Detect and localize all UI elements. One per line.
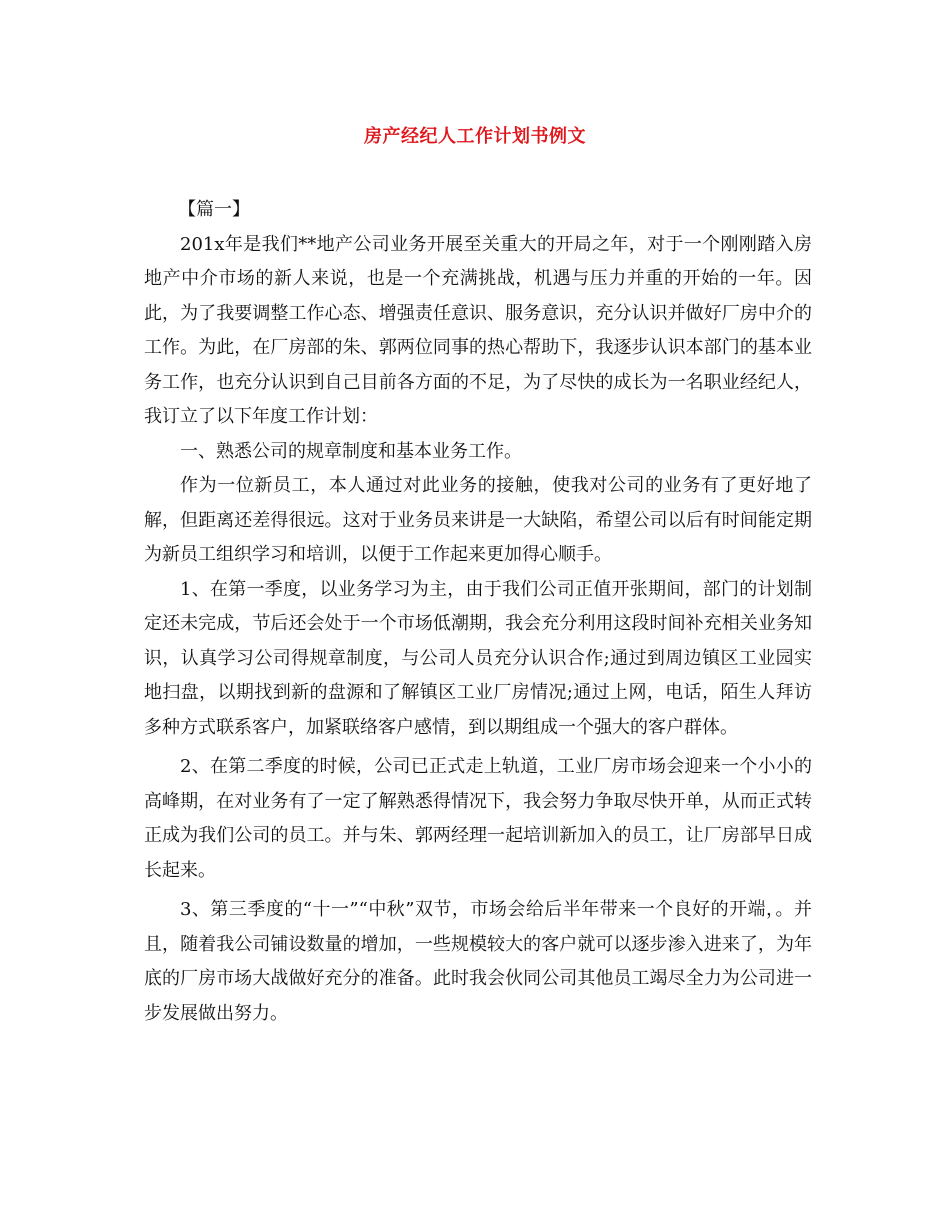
paragraph-third-quarter: 3、第三季度的“十一”“中秋”双节，市场会给后半年带来一个良好的开端，。并且，随着我公司铺设数量的增加，一些规模较大的客户就可以逐步渗入进来了，为年底的厂房市场大战做好充分的准备。此时我会伙同公司其他员工竭尽全力为公司进一步发展做出努力。 <box>144 899 812 1024</box>
document-body <box>144 193 812 1031</box>
paragraph-first-quarter: 1、在第一季度，以业务学习为主，由于我们公司正值开张期间，部门的计划制定还未完成，节后还会处于一个市场低潮期，我会充分利用这段时间补充相关业务知识，认真学习公司得规章制度，与公司人员充分认识合作;通过到周边镇区工业园实地扫盘，以期找到新的盘源和了解镇区工业厂房情况;通过上网，电话，陌生人拜访多种方式联系客户，加紧联络客户感情，到以期组成一个强大的客户群体。 <box>144 578 812 738</box>
document-title: 房产经纪人工作计划书例文 <box>364 126 586 147</box>
paragraph-second-quarter: 2、在第二季度的时候，公司已正式走上轨道，工业厂房市场会迎来一个小小的高峰期，在对业务有了一定了解熟悉得情况下，我会努力争取尽快开单，从而正式转正成为我们公司的员工。并与朱、郭两经理一起培训新加入的员工，让厂房部早日成长起来。 <box>144 756 812 881</box>
paragraph-new-employee: 作为一位新员工，本人通过对此业务的接触，使我对公司的业务有了更好地了解，但距离还差得很远。这对于业务员来讲是一大缺陷，希望公司以后有时间能定期为新员工组织学习和培训，以便于工作起来更加得心顺手。 <box>144 475 812 565</box>
section-label: 【篇一】 <box>178 199 250 220</box>
paragraph-intro: 201x年是我们**地产公司业务开展至关重大的开局之年，对于一个刚刚踏入房地产中介市场的新人来说，也是一个充满挑战，机遇与压力并重的开始的一年。因此，为了我要调整工作心态、增强责任意识、服务意识，充分认识并做好厂房中介的工作。为此，在厂房部的朱、郭两位同事的热心帮助下，我逐步认识本部门的基本业务工作，也充分认识到自己目前各方面的不足，为了尽快的成长为一名职业经纪人，我订立了以下年度工作计划： <box>144 233 812 427</box>
paragraph-heading-one: 一、熟悉公司的规章制度和基本业务工作。 <box>180 440 522 462</box>
